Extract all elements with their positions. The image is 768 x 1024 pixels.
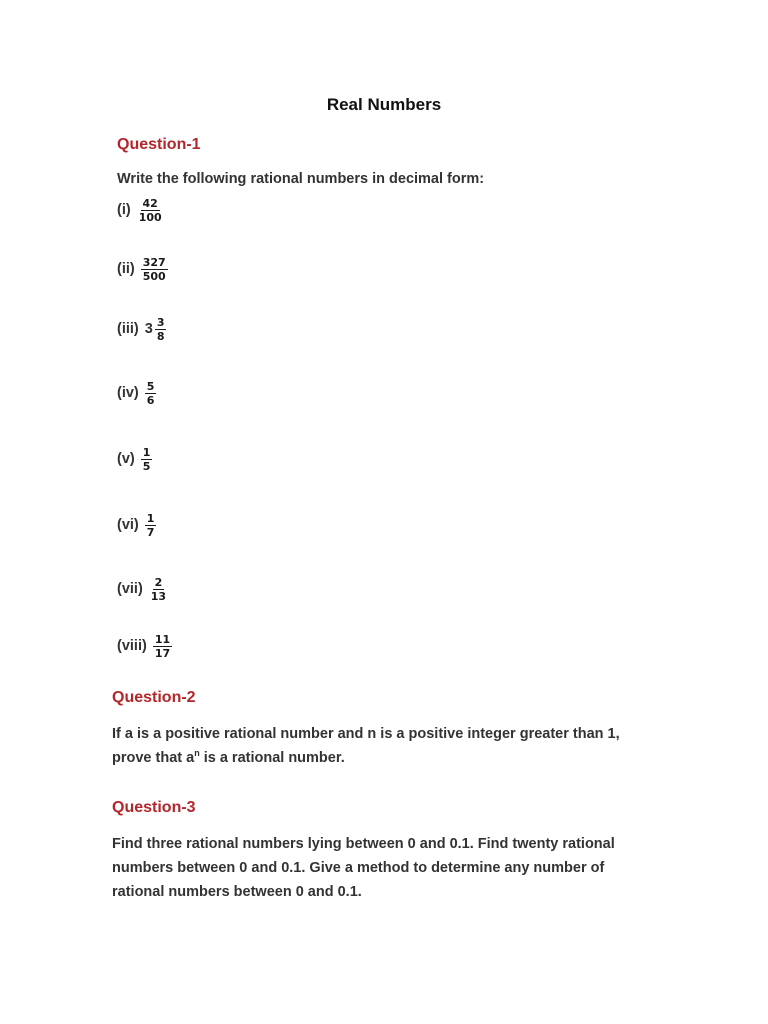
- denominator: 8: [156, 329, 165, 343]
- list-item: [117, 375, 156, 411]
- line-text: prove that a: [112, 750, 195, 766]
- part-label: (iii): [117, 321, 139, 337]
- fraction: [141, 256, 168, 283]
- question-2-line-2: [112, 746, 620, 770]
- page-title: Real Numbers: [326, 95, 442, 114]
- denominator: 6: [146, 393, 155, 407]
- numerator: 3: [156, 315, 165, 329]
- question-2-text: [112, 722, 620, 770]
- part-label: (iv): [117, 385, 139, 401]
- part-label: (viii): [117, 638, 147, 654]
- denominator: 500: [142, 269, 166, 283]
- line-text: is a rational number.: [199, 750, 345, 766]
- denominator: 17: [154, 646, 171, 660]
- question-1-prompt: Write the following rational numbers in decimal form:: [117, 171, 485, 187]
- numerator: 1: [146, 511, 155, 525]
- exponent: n: [194, 748, 200, 759]
- question-2-line-1: If a is a positive rational number and n is a positive integer greater than 1,: [112, 726, 620, 742]
- fraction: [145, 512, 157, 539]
- question-3-line-1: Find three rational numbers lying between 0 and 0.1. Find twenty rational: [112, 836, 615, 852]
- fraction: [145, 380, 157, 407]
- list-item: [117, 628, 172, 664]
- part-label: (vii): [117, 581, 143, 597]
- list-item: [117, 571, 168, 607]
- list-item: [117, 251, 168, 287]
- numerator: 5: [146, 379, 155, 393]
- fraction: [149, 576, 168, 603]
- fraction: [137, 197, 164, 224]
- denominator: 13: [150, 589, 167, 603]
- question-3-line-2: numbers between 0 and 0.1. Give a method to determine any number of: [112, 860, 605, 876]
- part-label: (ii): [117, 261, 135, 277]
- question-3-heading: Question-3: [112, 799, 196, 816]
- numerator: 2: [154, 575, 163, 589]
- question-2-heading: Question-2: [112, 689, 196, 706]
- numerator: 11: [154, 632, 171, 646]
- list-item: [117, 311, 166, 347]
- question-3-text: [112, 832, 615, 904]
- list-item: [117, 441, 152, 477]
- whole-number: 3: [144, 321, 153, 337]
- question-3-line-3: rational numbers between 0 and 0.1.: [112, 884, 362, 900]
- numerator: 327: [142, 255, 166, 269]
- denominator: 5: [142, 459, 151, 473]
- part-label: (v): [117, 451, 135, 467]
- numerator: 1: [142, 445, 151, 459]
- fraction: [153, 633, 172, 660]
- question-1-heading: Question-1: [117, 136, 201, 153]
- list-item: [117, 192, 164, 228]
- part-label: (i): [117, 202, 131, 218]
- list-item: [117, 507, 156, 543]
- numerator: 42: [142, 196, 158, 210]
- denominator: 100: [138, 210, 162, 224]
- fraction: [155, 316, 167, 343]
- denominator: 7: [146, 525, 155, 539]
- part-label: (vi): [117, 517, 139, 533]
- fraction: [141, 446, 153, 473]
